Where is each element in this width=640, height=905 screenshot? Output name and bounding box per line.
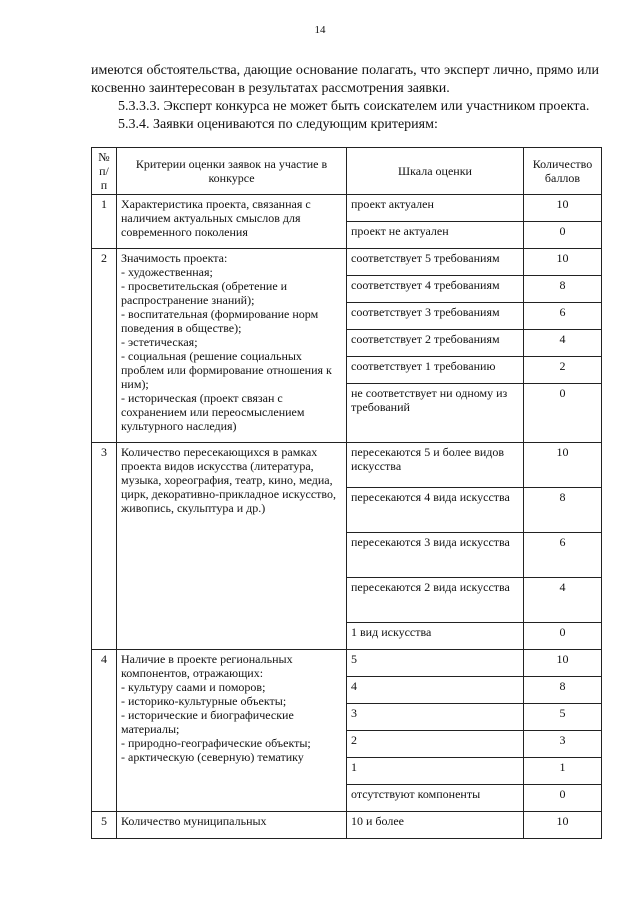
table-row [92, 195, 602, 222]
scale-cell: пересекаются 4 вида искусства [347, 488, 524, 533]
points-cell: 0 [524, 222, 602, 249]
row-number: 4 [92, 650, 117, 812]
scale-cell: 1 [347, 758, 524, 785]
scale-cell: не соответствует ни одному из требований [347, 384, 524, 443]
intro-paragraph-3: 5.3.4. Заявки оцениваются по следующим критериям: [118, 117, 438, 132]
points-cell: 4 [524, 330, 602, 357]
row-number: 2 [92, 249, 117, 443]
table-row [92, 249, 602, 276]
points-cell: 5 [524, 704, 602, 731]
scale-cell: 10 и более [347, 812, 524, 839]
scale-cell: 5 [347, 650, 524, 677]
points-cell: 10 [524, 443, 602, 488]
points-cell: 2 [524, 357, 602, 384]
header-num: № п/п [92, 148, 117, 195]
points-cell: 10 [524, 249, 602, 276]
page-number: 14 [314, 24, 326, 36]
row-number: 3 [92, 443, 117, 650]
scale-cell: 4 [347, 677, 524, 704]
points-cell: 3 [524, 731, 602, 758]
scale-cell: пересекаются 3 вида искусства [347, 533, 524, 578]
scale-cell: пересекаются 5 и более видов искусства [347, 443, 524, 488]
scale-cell: соответствует 3 требованиям [347, 303, 524, 330]
criterion-text: Количество муниципальных [117, 812, 347, 839]
criterion-text: Количество пересекающихся в рамках проекта видов искусства (литература, музыка, хореография, театр, кино, медиа, цирк, декоративно-прикладное искусство, живопись, скульптура и др.) [117, 443, 347, 650]
scale-cell: отсутствуют компоненты [347, 785, 524, 812]
points-cell: 8 [524, 677, 602, 704]
header-points: Количество баллов [524, 148, 602, 195]
row-number: 1 [92, 195, 117, 249]
scale-cell: соответствует 4 требованиям [347, 276, 524, 303]
table-row [92, 812, 602, 839]
scale-cell: соответствует 5 требованиям [347, 249, 524, 276]
scale-cell: 1 вид искусства [347, 623, 524, 650]
points-cell: 8 [524, 276, 602, 303]
scale-cell: соответствует 1 требованию [347, 357, 524, 384]
table-row [92, 443, 602, 488]
criterion-text: Наличие в проекте региональных компонентов, отражающих: - культуру саами и поморов; - историко-культурные объекты; - исторические и биографические материалы; - природно-географические объекты; - арктическую (северную) тематику [117, 650, 347, 812]
scale-cell: проект актуален [347, 195, 524, 222]
points-cell: 8 [524, 488, 602, 533]
header-scale: Шкала оценки [347, 148, 524, 195]
criterion-text: Значимость проекта: - художественная; - просветительская (обретение и распространение знаний); - воспитательная (формирование норм поведения в обществе); - эстетическая; - социальная (решение социальных проблем или формирование отношения к ним); - историческая (проект связан с сохранением или переосмыслением культурного наследия) [117, 249, 347, 443]
points-cell: 4 [524, 578, 602, 623]
table-header-row [92, 148, 602, 195]
scale-cell: 2 [347, 731, 524, 758]
points-cell: 0 [524, 384, 602, 443]
intro-text [91, 62, 599, 134]
points-cell: 10 [524, 195, 602, 222]
points-cell: 6 [524, 533, 602, 578]
header-criteria: Критерии оценки заявок на участие в конкурсе [117, 148, 347, 195]
scale-cell: 3 [347, 704, 524, 731]
criterion-text: Характеристика проекта, связанная с наличием актуальных смыслов для современного поколения [117, 195, 347, 249]
intro-paragraph-1: имеются обстоятельства, дающие основание полагать, что эксперт лично, прямо или косвенно заинтересован в результатах рассмотрения заявки. [91, 63, 599, 96]
table-row [92, 650, 602, 677]
scale-cell: соответствует 2 требованиям [347, 330, 524, 357]
intro-paragraph-2: 5.3.3.3. Эксперт конкурса не может быть соискателем или участником проекта. [118, 99, 590, 114]
points-cell: 1 [524, 758, 602, 785]
points-cell: 0 [524, 623, 602, 650]
points-cell: 6 [524, 303, 602, 330]
scale-cell: пересекаются 2 вида искусства [347, 578, 524, 623]
points-cell: 10 [524, 812, 602, 839]
row-number: 5 [92, 812, 117, 839]
points-cell: 10 [524, 650, 602, 677]
criteria-table [91, 147, 602, 839]
scale-cell: проект не актуален [347, 222, 524, 249]
points-cell: 0 [524, 785, 602, 812]
